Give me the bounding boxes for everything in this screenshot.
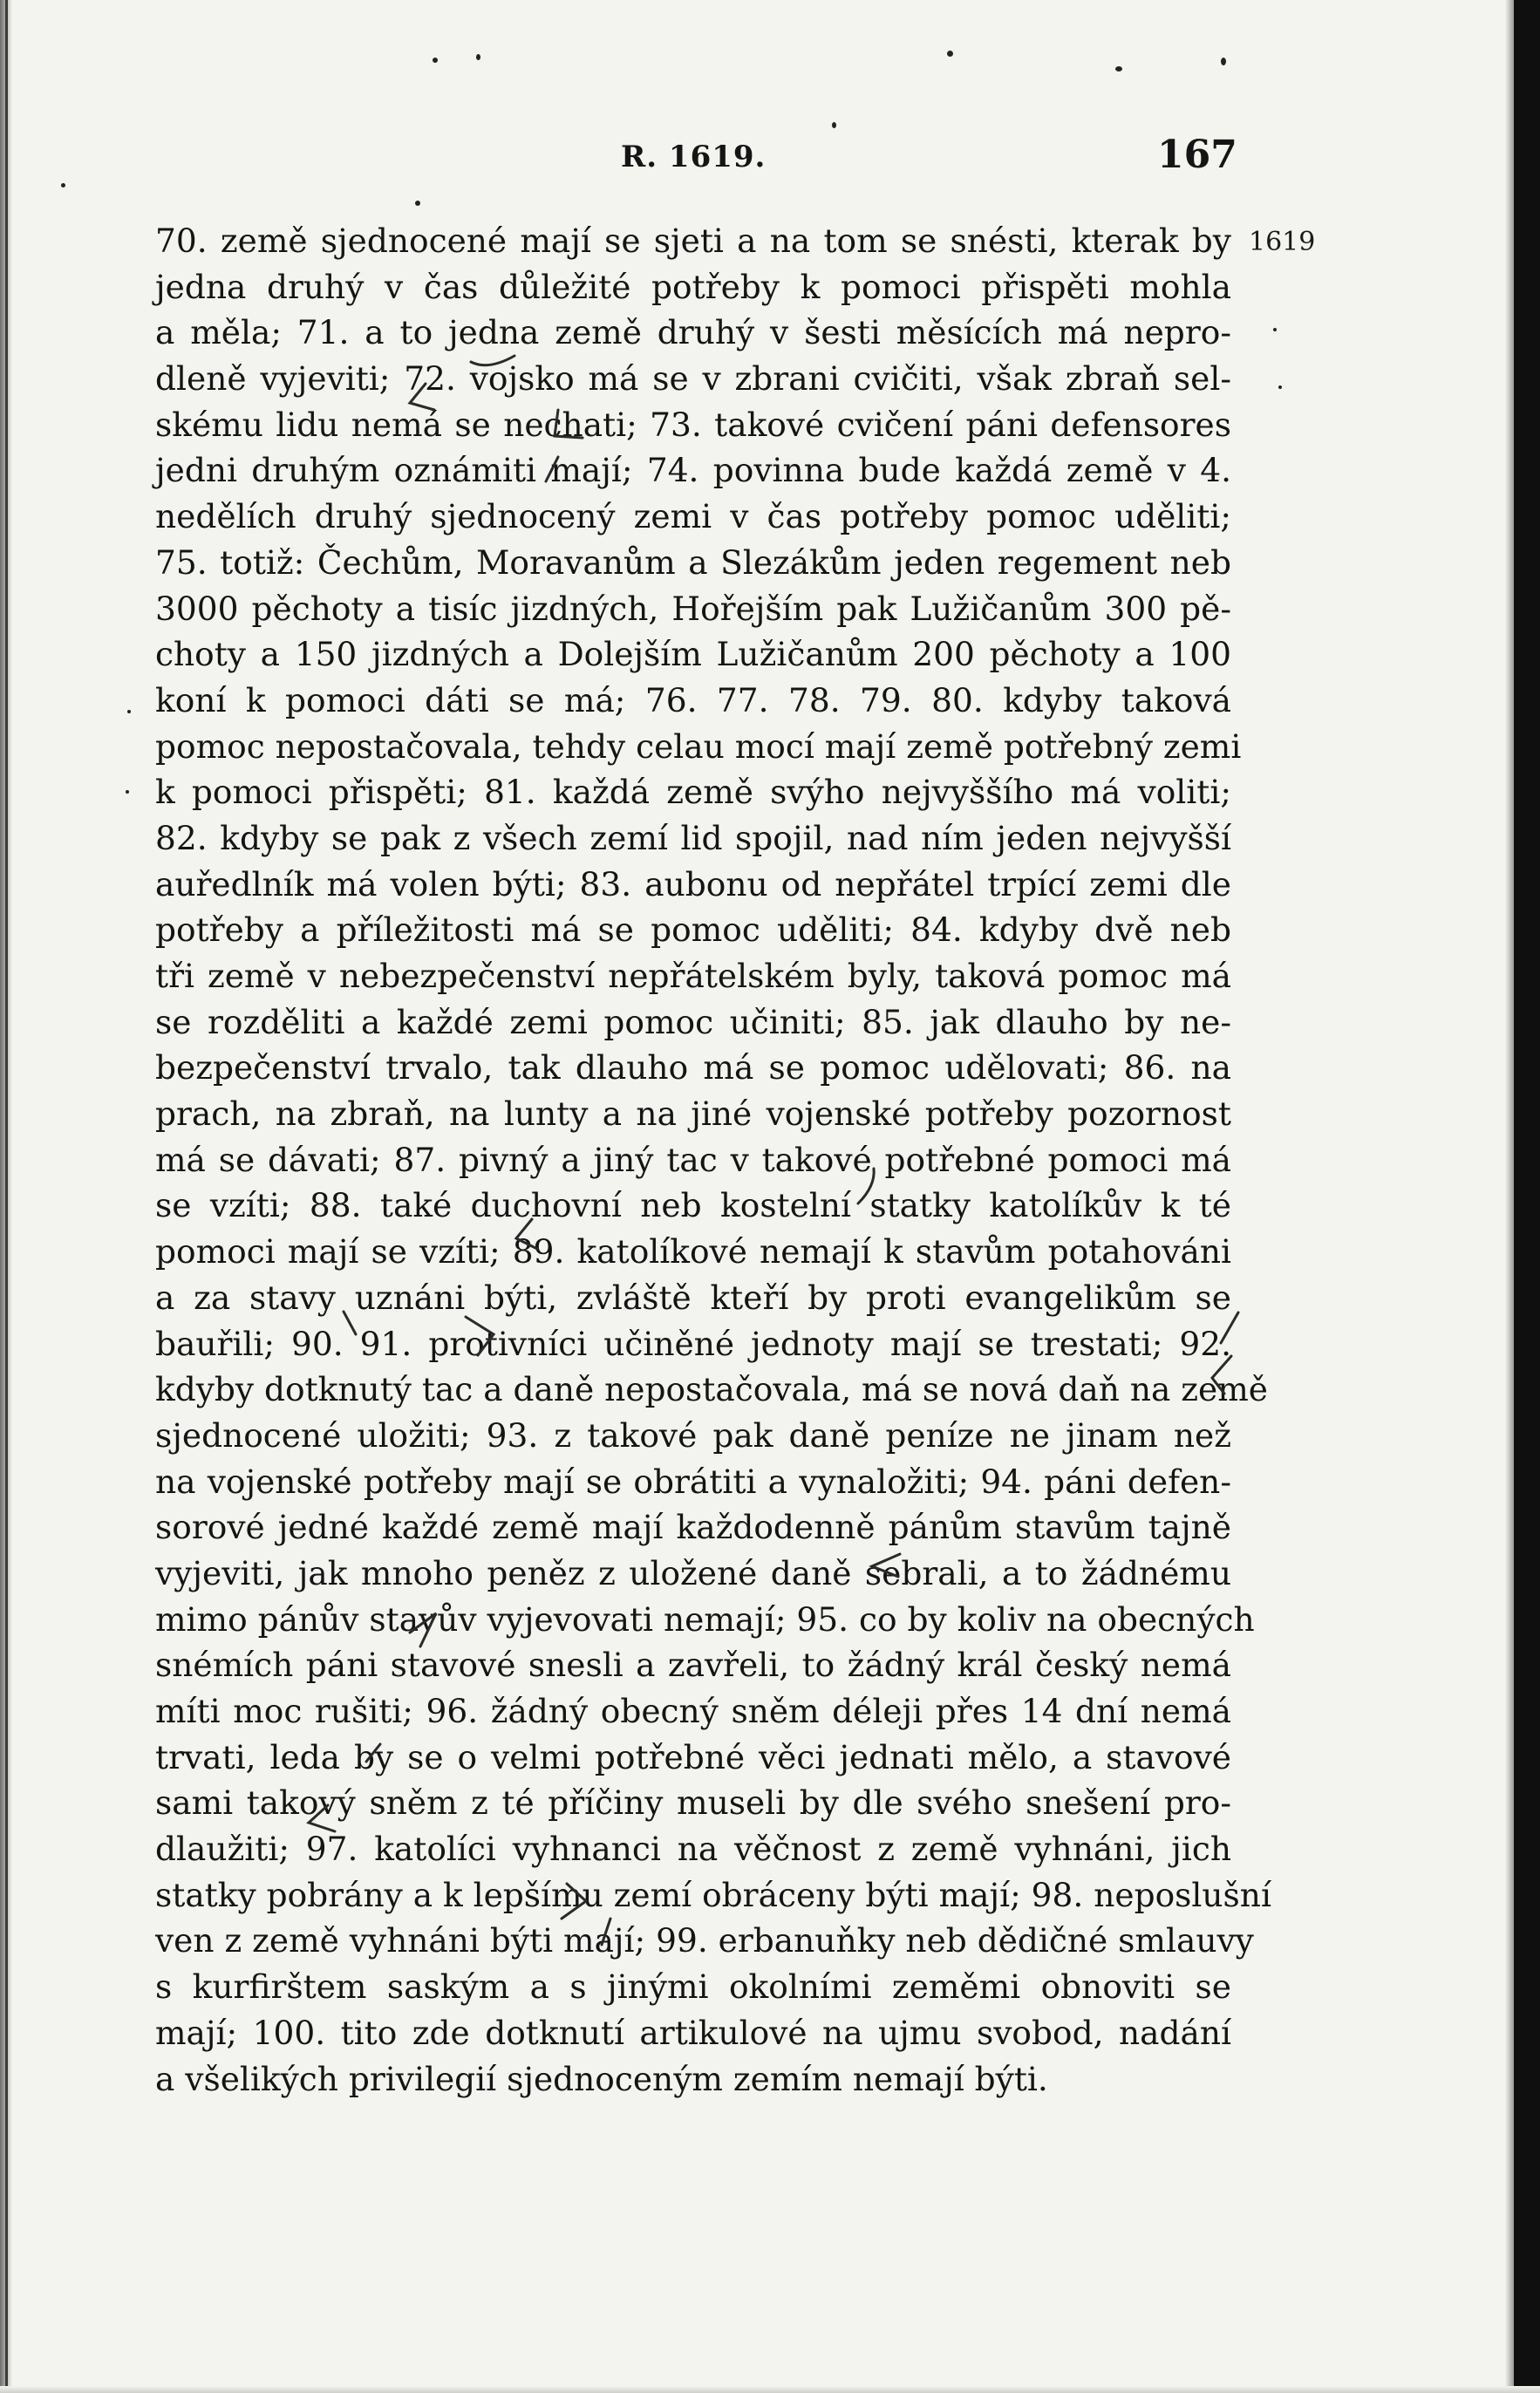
text-line: jedni druhým oznámiti mají; 74. povinna bude každá země v 4. bbox=[155, 451, 1231, 490]
pencil-mark bbox=[562, 1884, 586, 1919]
text-line: sjednocené uložiti; 93. z takové pak daně peníze ne jinam než bbox=[155, 1415, 1231, 1455]
text-line: tři země v nebezpečenství nepřátelském byly, taková pomoc má bbox=[155, 957, 1231, 995]
text-line: a měla; 71. a to jedna země druhý v šesti měsících má nepro- bbox=[155, 313, 1231, 352]
pencil-mark bbox=[1221, 1312, 1238, 1343]
text-line: snémích páni stavové snesli a zavřeli, to žádný král český nemá bbox=[155, 1646, 1231, 1685]
pencil-mark bbox=[546, 457, 558, 481]
text-line: se rozděliti a každé zemi pomoc učiniti; 85. jak dlauho by ne- bbox=[155, 1002, 1231, 1041]
text-line: potřeby a příležitosti má se pomoc uděliti; 84. kdyby dvě neb bbox=[155, 910, 1231, 950]
pencil-mark bbox=[410, 1613, 436, 1646]
text-line: auředlník má volen býti; 83. aubonu od nepřátel trpící zemi dle bbox=[155, 864, 1231, 903]
text-line: 82. kdyby se pak z všech zemí lid spojil, nad ním jeden nejvyšší bbox=[155, 818, 1231, 857]
text-line: bauřili; 90. 91. protivníci učiněné jednoty mají se trestati; 92. bbox=[155, 1324, 1231, 1363]
text-line: pomoc nepostačovala, tehdy celau mocí mají země potřebný zemi bbox=[155, 726, 1242, 766]
text-line: k pomoci přispěti; 81. každá země svýho nejvyššího má voliti; bbox=[155, 773, 1231, 812]
text-line: dleně vyjeviti; 72. vojsko má se v zbrani cvičiti, však zbraň sel- bbox=[155, 359, 1231, 399]
text-line: dlaužiti; 97. katolíci vyhnanci na věčnost z země vyhnáni, jich bbox=[155, 1830, 1231, 1869]
running-head: R. 1619. bbox=[621, 140, 767, 174]
page-number: 167 bbox=[1157, 133, 1237, 177]
text-line: sorové jedné každé země mají každodenně pánům stavům tajně bbox=[155, 1508, 1231, 1547]
text-line: choty a 150 jizdných a Dolejším Lužičanům 200 pěchoty a 100 bbox=[155, 635, 1231, 674]
text-line: 75. totiž: Čechům, Moravanům a Slezákům jeden regement neb bbox=[155, 542, 1231, 582]
pencil-mark bbox=[410, 384, 434, 410]
text-line: s kurfirštem saským a s jinými okolními zeměmi obnoviti se bbox=[155, 1967, 1231, 2007]
text-line: bezpečenství trvalo, tak dlauho má se pomoc udělovati; 86. na bbox=[155, 1048, 1231, 1087]
text-line: 70. země sjednocené mají se sjeti a na tom se snésti, kterak by bbox=[155, 222, 1231, 260]
pencil-mark bbox=[344, 1312, 356, 1334]
pencil-mark bbox=[471, 356, 514, 365]
text-line: prach, na zbraň, na lunty a na jiné vojenské potřeby pozornost bbox=[155, 1094, 1231, 1134]
text-line: má se dávati; 87. pivný a jiný tac v takové potřebné pomoci má bbox=[155, 1140, 1231, 1179]
text-line: mimo pánův stavův vyjevovati nemají; 95. co by koliv na obecných bbox=[155, 1599, 1255, 1639]
text-line: a všelikých privilegií sjednoceným zemím nemají býti. bbox=[155, 2059, 1048, 2098]
pencil-mark bbox=[516, 1219, 537, 1249]
text-line: mají; 100. tito zde dotknutí artikulové na ujmu svobod, nadání bbox=[155, 2013, 1231, 2052]
text-line: kdyby dotknutý tac a daně nepostačovala, má se nová daň na země bbox=[155, 1370, 1268, 1409]
pencil-mark bbox=[309, 1805, 335, 1831]
text-line: jedna druhý v čas důležité potřeby k pomoci přispěti mohla bbox=[155, 267, 1231, 306]
text-line: pomoci mají se vzíti; 89. katolíkové nemají k stavům potahováni bbox=[155, 1232, 1231, 1271]
text-line: skému lidu nemá se nechati; 73. takové cvičení páni defensores bbox=[155, 405, 1231, 444]
text-line: a za stavy uznáni býti, zvláště kteří by proti evangelikům se bbox=[155, 1278, 1231, 1317]
text-line: na vojenské potřeby mají se obrátiti a vynaložiti; 94. páni defen- bbox=[155, 1462, 1231, 1501]
pencil-mark bbox=[366, 1744, 380, 1762]
text-line: míti moc rušiti; 96. žádný obecný sněm déleji přes 14 dní nemá bbox=[155, 1692, 1231, 1730]
pencil-mark bbox=[555, 410, 583, 438]
text-line: nedělích druhý sjednocený zemi v čas potřeby pomoc uděliti; bbox=[155, 497, 1231, 536]
pencil-mark bbox=[858, 1169, 874, 1203]
text-line: statky pobrány a k lepšímu zemí obráceny býti mají; 98. neposlušní bbox=[155, 1875, 1271, 1914]
text-line: se vzíti; 88. také duchovní neb kostelní statky katolíkův k té bbox=[155, 1186, 1231, 1225]
pencil-mark bbox=[1212, 1356, 1231, 1394]
pencil-mark bbox=[872, 1554, 900, 1577]
text-line: sami takový sněm z té příčiny museli by dle svého snešení pro- bbox=[155, 1783, 1231, 1823]
pencil-mark bbox=[602, 1919, 610, 1945]
text-line: koní k pomoci dáti se má; 76. 77. 78. 79. 80. kdyby taková bbox=[155, 680, 1231, 719]
text-line: 3000 pěchoty a tisíc jizdných, Hořejším pak Lužičanům 300 pě- bbox=[155, 589, 1231, 628]
text-line: vyjeviti, jak mnoho peněz z uložené daně sebrali, a to žádnému bbox=[155, 1553, 1231, 1592]
text-line: ven z země vyhnáni býti mají; 99. erbanuňky neb dědičné smlauvy bbox=[155, 1921, 1254, 1960]
pencil-mark bbox=[466, 1317, 494, 1355]
text-line: trvati, leda by se o velmi potřebné věci jednati mělo, a stavové bbox=[155, 1737, 1231, 1776]
margin-year-note: 1619 bbox=[1249, 227, 1316, 257]
